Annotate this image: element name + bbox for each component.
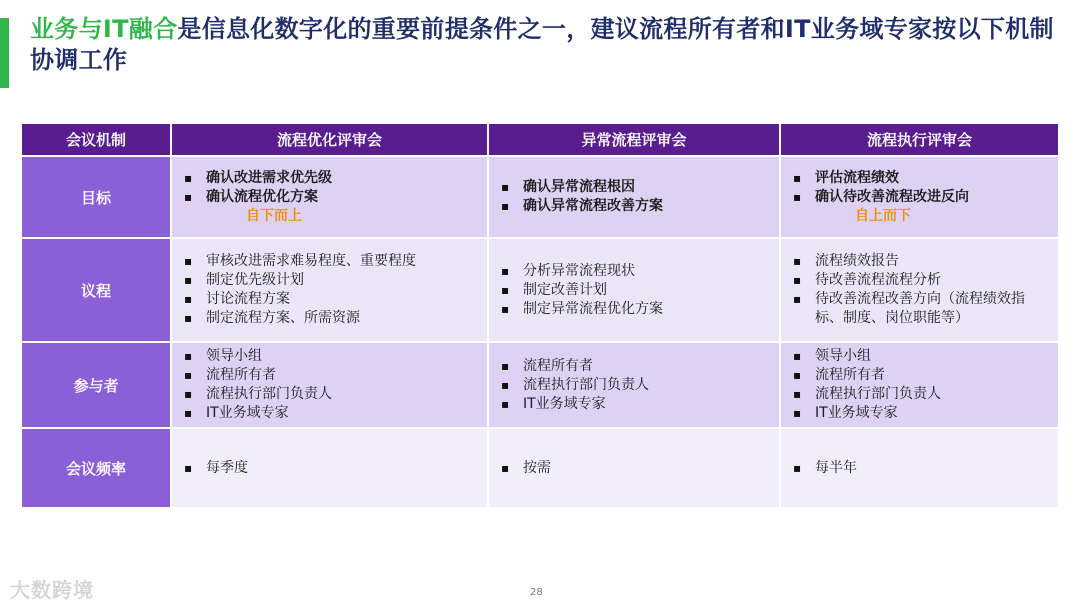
list-item: ▪ 确认异常流程根因 <box>495 178 773 197</box>
list-item: ▪ IT业务域专家 <box>178 404 481 423</box>
cell-frequency-col1 <box>172 429 487 507</box>
goal-col3-list <box>787 169 1052 207</box>
cell-participants-col3 <box>781 343 1058 427</box>
cell-frequency-col3 <box>781 429 1058 507</box>
list-item: ▪ 流程绩效报告 <box>787 252 1052 271</box>
cell-goal-col3 <box>781 157 1058 237</box>
cell-goal-col2 <box>489 157 779 237</box>
goal-col1-list <box>178 169 481 207</box>
list-item: ▪ IT业务域专家 <box>495 395 773 414</box>
list-item: ▪ 按需 <box>495 459 773 478</box>
list-item: ▪ 每半年 <box>787 459 1052 478</box>
header-exception-process-review: 异常流程评审会 <box>489 124 779 155</box>
participants-col1-list <box>178 347 481 423</box>
watermark-logo: 大数跨境 <box>10 578 94 602</box>
frequency-col1-list <box>178 459 481 478</box>
list-item: ▪ 确认改进需求优先级 <box>178 169 481 188</box>
list-item: ▪ 制定异常流程优化方案 <box>495 300 773 319</box>
list-item: ▪ 确认流程优化方案 <box>178 188 481 207</box>
list-item: ▪ 待改善流程改善方向（流程绩效指标、制度、岗位职能等） <box>787 290 1052 328</box>
slide-title <box>30 14 1060 76</box>
direction-bottom-up: 自下而上 <box>246 207 302 224</box>
participants-col2-list <box>495 357 773 414</box>
list-item: ▪ 领导小组 <box>787 347 1052 366</box>
row-label-frequency: 会议频率 <box>22 429 170 507</box>
list-item: ▪ 分析异常流程现状 <box>495 262 773 281</box>
header-process-execution-review: 流程执行评审会 <box>781 124 1058 155</box>
row-label-participants: 参与者 <box>22 343 170 427</box>
list-item: ▪ 流程所有者 <box>178 366 481 385</box>
list-item: ▪ 待改善流程流程分析 <box>787 271 1052 290</box>
agenda-col1-list <box>178 252 481 328</box>
list-item: ▪ 流程执行部门负责人 <box>178 385 481 404</box>
row-label-agenda: 议程 <box>22 239 170 341</box>
participants-col3-list <box>787 347 1052 423</box>
cell-agenda-col2 <box>489 239 779 341</box>
title-highlight: 业务与IT融合 <box>30 15 178 43</box>
goal-col2-list <box>495 178 773 216</box>
page-number: 28 <box>530 587 543 598</box>
direction-top-down: 自上而下 <box>855 207 911 224</box>
row-agenda <box>22 239 1058 341</box>
list-item: ▪ 评估流程绩效 <box>787 169 1052 188</box>
agenda-col2-list <box>495 262 773 319</box>
title-rest: 是信息化数字化的重要前提条件之一，建议流程所有者和IT业务域专家按以下机制协调工作 <box>30 15 1054 74</box>
list-item: ▪ 讨论流程方案 <box>178 290 481 309</box>
cell-participants-col2 <box>489 343 779 427</box>
list-item: ▪ 审核改进需求难易程度、重要程度 <box>178 252 481 271</box>
cell-participants-col1 <box>172 343 487 427</box>
header-process-optimization-review: 流程优化评审会 <box>172 124 487 155</box>
list-item: ▪ 每季度 <box>178 459 481 478</box>
list-item: ▪ 流程所有者 <box>787 366 1052 385</box>
frequency-col2-list <box>495 459 773 478</box>
cell-goal-col1 <box>172 157 487 237</box>
row-participants <box>22 343 1058 427</box>
frequency-col3-list <box>787 459 1052 478</box>
list-item: ▪ 确认异常流程改善方案 <box>495 197 773 216</box>
list-item: ▪ 流程执行部门负责人 <box>787 385 1052 404</box>
agenda-col3-list <box>787 252 1052 328</box>
list-item: ▪ 制定优先级计划 <box>178 271 481 290</box>
header-mechanism: 会议机制 <box>22 124 170 155</box>
row-label-goal: 目标 <box>22 157 170 237</box>
cell-frequency-col2 <box>489 429 779 507</box>
list-item: ▪ 流程所有者 <box>495 357 773 376</box>
meeting-mechanism-table <box>20 122 1060 509</box>
list-item: ▪ 制定改善计划 <box>495 281 773 300</box>
list-item: ▪ 确认待改善流程改进反向 <box>787 188 1052 207</box>
row-frequency <box>22 429 1058 507</box>
title-accent-bar <box>0 18 9 88</box>
table-header-row <box>22 124 1058 155</box>
cell-agenda-col1 <box>172 239 487 341</box>
row-goal <box>22 157 1058 237</box>
list-item: ▪ 制定流程方案、所需资源 <box>178 309 481 328</box>
list-item: ▪ 领导小组 <box>178 347 481 366</box>
cell-agenda-col3 <box>781 239 1058 341</box>
list-item: ▪ IT业务域专家 <box>787 404 1052 423</box>
list-item: ▪ 流程执行部门负责人 <box>495 376 773 395</box>
